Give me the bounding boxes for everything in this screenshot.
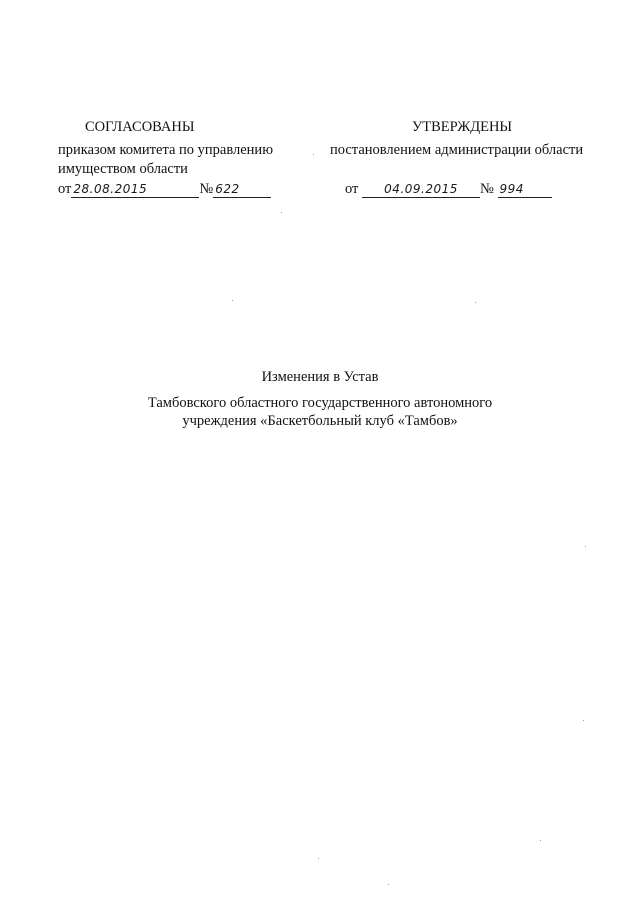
scan-speck [475,302,476,303]
scan-speck [585,546,586,547]
scan-speck [540,840,541,841]
document-subtitle-line1: Тамбовского областного государственного автономного [147,395,493,411]
scan-speck [318,858,319,859]
left-date-number-line [58,181,271,198]
scan-speck [583,720,584,721]
left-date-value: 28.08.2015 [71,182,199,198]
right-date-value: 04.09.2015 [362,182,480,198]
scan-speck [313,154,314,155]
right-heading: УТВЕРЖДЕНЫ [412,119,513,135]
left-order-line1: приказом комитета по управлению [58,142,274,158]
right-date-prefix: от [345,181,359,197]
scan-speck [232,300,233,301]
document-title: Изменения в Устав [261,369,379,385]
right-date-number-line [345,181,552,198]
right-resolution-line: постановлением администрации области [330,142,584,158]
scan-speck [281,212,282,213]
document-subtitle-line2: учреждения «Баскетбольный клуб «Тамбов» [182,413,458,429]
left-order-line2: имуществом области [58,161,188,177]
left-number-value: 622 [213,182,271,198]
left-heading: СОГЛАСОВАНЫ [85,119,195,135]
left-number-prefix: № [199,181,214,197]
scan-speck [388,884,389,885]
right-number-prefix: № [480,181,494,197]
left-date-prefix: от [58,181,72,197]
right-number-value: 994 [498,182,552,198]
